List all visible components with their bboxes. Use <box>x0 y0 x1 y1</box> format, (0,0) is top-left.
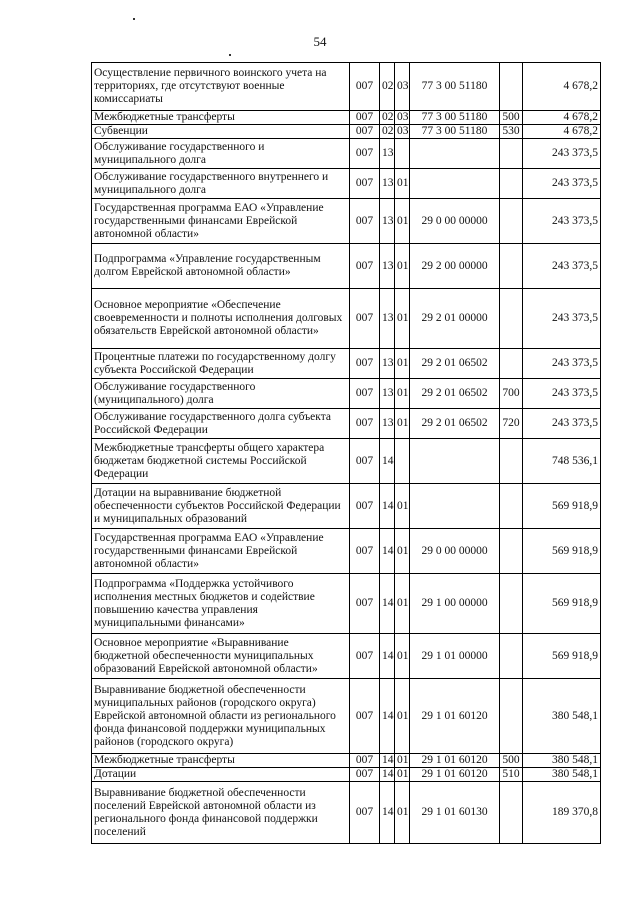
subsection-code-cell: 01 <box>395 409 410 439</box>
target-article-code-cell: 29 0 00 00000 <box>410 199 500 244</box>
target-article-code-cell: 29 0 00 00000 <box>410 529 500 574</box>
expense-type-code-cell <box>500 289 523 349</box>
expense-type-code-cell <box>500 139 523 169</box>
ministry-code-cell: 007 <box>350 349 380 379</box>
subsection-code-cell: 01 <box>395 244 410 289</box>
expense-type-code-cell <box>500 782 523 844</box>
subsection-code-cell: 01 <box>395 349 410 379</box>
amount-cell: 243 373,5 <box>523 409 601 439</box>
amount-cell: 243 373,5 <box>523 169 601 199</box>
subsection-code-cell: 03 <box>395 111 410 125</box>
section-code-cell: 02 <box>380 111 395 125</box>
row-name-cell: Осуществление первичного воинского учета на территориях, где отсутствуют военные комиссариаты <box>92 63 350 111</box>
section-code-cell: 02 <box>380 63 395 111</box>
table-row <box>92 111 601 125</box>
table-row <box>92 439 601 484</box>
scan-speck <box>229 54 231 56</box>
section-code-cell: 14 <box>380 529 395 574</box>
table-row <box>92 379 601 409</box>
subsection-code-cell: 01 <box>395 169 410 199</box>
row-name-cell: Межбюджетные трансферты <box>92 754 350 768</box>
amount-cell: 569 918,9 <box>523 529 601 574</box>
table-row <box>92 484 601 529</box>
row-name-cell: Субвенции <box>92 125 350 139</box>
row-name-cell: Основное мероприятие «Выравнивание бюджетной обеспеченности муниципальных образований Еврейской автономной области» <box>92 634 350 679</box>
table-row <box>92 782 601 844</box>
amount-cell: 748 536,1 <box>523 439 601 484</box>
expense-type-code-cell <box>500 244 523 289</box>
target-article-code-cell: 29 2 01 00000 <box>410 289 500 349</box>
row-name-cell: Обслуживание государственного и муниципального долга <box>92 139 350 169</box>
row-name-cell: Обслуживание государственного долга субъекта Российской Федерации <box>92 409 350 439</box>
subsection-code-cell: 01 <box>395 768 410 782</box>
expense-type-code-cell <box>500 349 523 379</box>
expense-type-code-cell <box>500 439 523 484</box>
amount-cell: 4 678,2 <box>523 63 601 111</box>
section-code-cell: 13 <box>380 139 395 169</box>
table-row <box>92 679 601 754</box>
table-row <box>92 634 601 679</box>
ministry-code-cell: 007 <box>350 169 380 199</box>
subsection-code-cell: 01 <box>395 379 410 409</box>
section-code-cell: 13 <box>380 379 395 409</box>
row-name-cell: Подпрограмма «Поддержка устойчивого исполнения местных бюджетов и содействие повышению качества управления муниципальными финансами» <box>92 574 350 634</box>
section-code-cell: 02 <box>380 125 395 139</box>
amount-cell: 243 373,5 <box>523 139 601 169</box>
section-code-cell: 14 <box>380 439 395 484</box>
ministry-code-cell: 007 <box>350 679 380 754</box>
table-row <box>92 63 601 111</box>
subsection-code-cell <box>395 439 410 484</box>
amount-cell: 243 373,5 <box>523 244 601 289</box>
amount-cell: 569 918,9 <box>523 634 601 679</box>
target-article-code-cell <box>410 139 500 169</box>
subsection-code-cell <box>395 139 410 169</box>
amount-cell: 189 370,8 <box>523 782 601 844</box>
table-row <box>92 244 601 289</box>
ministry-code-cell: 007 <box>350 125 380 139</box>
ministry-code-cell: 007 <box>350 439 380 484</box>
amount-cell: 4 678,2 <box>523 111 601 125</box>
table-row <box>92 768 601 782</box>
subsection-code-cell: 01 <box>395 199 410 244</box>
target-article-code-cell: 29 2 00 00000 <box>410 244 500 289</box>
subsection-code-cell: 03 <box>395 63 410 111</box>
target-article-code-cell: 29 1 01 60130 <box>410 782 500 844</box>
ministry-code-cell: 007 <box>350 63 380 111</box>
expense-type-code-cell <box>500 529 523 574</box>
row-name-cell: Выравнивание бюджетной обеспеченности поселений Еврейской автономной области из регионального фонда финансовой поддержки поселений <box>92 782 350 844</box>
row-name-cell: Выравнивание бюджетной обеспеченности муниципальных районов (городского округа) Еврейской автономной области из регионального фонда финансовой поддержки муниципальных районов (городского округа) <box>92 679 350 754</box>
subsection-code-cell: 01 <box>395 289 410 349</box>
row-name-cell: Дотации на выравнивание бюджетной обеспеченности субъектов Российской Федерации и муниципальных образований <box>92 484 350 529</box>
amount-cell: 243 373,5 <box>523 289 601 349</box>
target-article-code-cell: 29 1 00 00000 <box>410 574 500 634</box>
section-code-cell: 13 <box>380 199 395 244</box>
subsection-code-cell: 01 <box>395 529 410 574</box>
table-row <box>92 199 601 244</box>
target-article-code-cell: 29 2 01 06502 <box>410 379 500 409</box>
amount-cell: 4 678,2 <box>523 125 601 139</box>
target-article-code-cell: 29 1 01 60120 <box>410 768 500 782</box>
ministry-code-cell: 007 <box>350 529 380 574</box>
target-article-code-cell: 29 2 01 06502 <box>410 349 500 379</box>
ministry-code-cell: 007 <box>350 289 380 349</box>
ministry-code-cell: 007 <box>350 768 380 782</box>
row-name-cell: Обслуживание государственного внутреннего и муниципального долга <box>92 169 350 199</box>
ministry-code-cell: 007 <box>350 244 380 289</box>
subsection-code-cell: 01 <box>395 782 410 844</box>
amount-cell: 380 548,1 <box>523 679 601 754</box>
section-code-cell: 13 <box>380 409 395 439</box>
row-name-cell: Обслуживание государственного (муниципального) долга <box>92 379 350 409</box>
target-article-code-cell: 29 1 01 60120 <box>410 679 500 754</box>
table-row <box>92 409 601 439</box>
section-code-cell: 14 <box>380 634 395 679</box>
page-number: 54 <box>313 34 327 49</box>
section-code-cell: 13 <box>380 169 395 199</box>
expense-type-code-cell <box>500 199 523 244</box>
subsection-code-cell: 01 <box>395 754 410 768</box>
budget-table <box>91 62 601 844</box>
table-row <box>92 754 601 768</box>
row-name-cell: Дотации <box>92 768 350 782</box>
amount-cell: 380 548,1 <box>523 754 601 768</box>
amount-cell: 243 373,5 <box>523 349 601 379</box>
expense-type-code-cell: 500 <box>500 111 523 125</box>
target-article-code-cell: 77 3 00 51180 <box>410 125 500 139</box>
ministry-code-cell: 007 <box>350 484 380 529</box>
section-code-cell: 14 <box>380 768 395 782</box>
table-row <box>92 169 601 199</box>
section-code-cell: 14 <box>380 782 395 844</box>
ministry-code-cell: 007 <box>350 409 380 439</box>
subsection-code-cell: 01 <box>395 484 410 529</box>
budget-table-body <box>92 63 601 844</box>
section-code-cell: 14 <box>380 484 395 529</box>
row-name-cell: Процентные платежи по государственному долгу субъекта Российской Федерации <box>92 349 350 379</box>
section-code-cell: 14 <box>380 754 395 768</box>
expense-type-code-cell: 700 <box>500 379 523 409</box>
row-name-cell: Межбюджетные трансферты общего характера бюджетам бюджетной системы Российской Федерации <box>92 439 350 484</box>
expense-type-code-cell <box>500 634 523 679</box>
target-article-code-cell: 77 3 00 51180 <box>410 63 500 111</box>
ministry-code-cell: 007 <box>350 111 380 125</box>
table-row <box>92 125 601 139</box>
ministry-code-cell: 007 <box>350 754 380 768</box>
expense-type-code-cell <box>500 484 523 529</box>
ministry-code-cell: 007 <box>350 634 380 679</box>
ministry-code-cell: 007 <box>350 199 380 244</box>
table-row <box>92 574 601 634</box>
ministry-code-cell: 007 <box>350 379 380 409</box>
subsection-code-cell: 01 <box>395 679 410 754</box>
subsection-code-cell: 03 <box>395 125 410 139</box>
row-name-cell: Межбюджетные трансферты <box>92 111 350 125</box>
expense-type-code-cell <box>500 63 523 111</box>
section-code-cell: 14 <box>380 574 395 634</box>
expense-type-code-cell <box>500 574 523 634</box>
ministry-code-cell: 007 <box>350 782 380 844</box>
section-code-cell: 13 <box>380 349 395 379</box>
row-name-cell: Подпрограмма «Управление государственным долгом Еврейской автономной области» <box>92 244 350 289</box>
row-name-cell: Основное мероприятие «Обеспечение своевременности и полноты исполнения долговых обязательств Еврейской автономной области» <box>92 289 350 349</box>
ministry-code-cell: 007 <box>350 139 380 169</box>
table-row <box>92 349 601 379</box>
expense-type-code-cell <box>500 679 523 754</box>
target-article-code-cell <box>410 439 500 484</box>
amount-cell: 243 373,5 <box>523 379 601 409</box>
table-row <box>92 289 601 349</box>
row-name-cell: Государственная программа ЕАО «Управление государственными финансами Еврейской автономной области» <box>92 529 350 574</box>
expense-type-code-cell: 510 <box>500 768 523 782</box>
subsection-code-cell: 01 <box>395 574 410 634</box>
expense-type-code-cell: 720 <box>500 409 523 439</box>
amount-cell: 243 373,5 <box>523 199 601 244</box>
ministry-code-cell: 007 <box>350 574 380 634</box>
target-article-code-cell: 77 3 00 51180 <box>410 111 500 125</box>
target-article-code-cell <box>410 169 500 199</box>
table-row <box>92 529 601 574</box>
subsection-code-cell: 01 <box>395 634 410 679</box>
scan-speck <box>133 18 135 20</box>
section-code-cell: 13 <box>380 289 395 349</box>
amount-cell: 569 918,9 <box>523 574 601 634</box>
expense-type-code-cell: 530 <box>500 125 523 139</box>
target-article-code-cell <box>410 484 500 529</box>
target-article-code-cell: 29 1 01 00000 <box>410 634 500 679</box>
section-code-cell: 14 <box>380 679 395 754</box>
table-row <box>92 139 601 169</box>
target-article-code-cell: 29 2 01 06502 <box>410 409 500 439</box>
expense-type-code-cell: 500 <box>500 754 523 768</box>
amount-cell: 569 918,9 <box>523 484 601 529</box>
amount-cell: 380 548,1 <box>523 768 601 782</box>
row-name-cell: Государственная программа ЕАО «Управление государственными финансами Еврейской автономной области» <box>92 199 350 244</box>
section-code-cell: 13 <box>380 244 395 289</box>
expense-type-code-cell <box>500 169 523 199</box>
target-article-code-cell: 29 1 01 60120 <box>410 754 500 768</box>
